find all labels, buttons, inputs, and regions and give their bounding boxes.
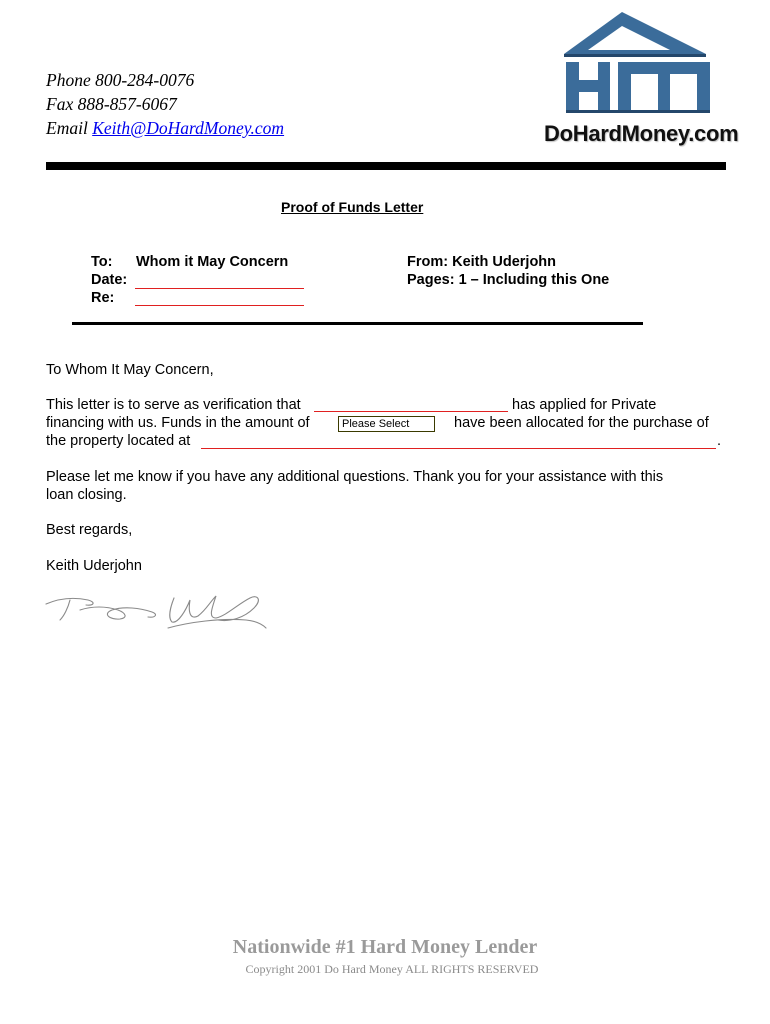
signer-name: Keith Uderjohn xyxy=(46,558,142,574)
body-line-1-start: This letter is to serve as verification that xyxy=(46,397,301,413)
letter-title: Proof of Funds Letter xyxy=(281,199,424,215)
logo-wordmark: DoHardMoney.com xyxy=(544,121,739,146)
body-line-3-start: the property located at xyxy=(46,433,191,449)
body-line-1-end: has applied for Private xyxy=(512,397,657,413)
footer-tagline: Nationwide #1 Hard Money Lender xyxy=(232,936,538,958)
regards: Best regards, xyxy=(46,522,133,538)
from-field: From: Keith Uderjohn xyxy=(407,254,557,270)
body-line-3-end: . xyxy=(717,433,722,449)
salutation: To Whom It May Concern, xyxy=(46,362,214,378)
to-value: Whom it May Concern xyxy=(136,254,289,270)
footer-copyright: Copyright 2001 Do Hard Money ALL RIGHTS RESERVED xyxy=(245,962,539,976)
email-link[interactable]: Keith@DoHardMoney.com xyxy=(92,118,285,138)
re-field[interactable] xyxy=(135,305,304,306)
handwritten-signature xyxy=(40,588,272,640)
contact-info xyxy=(46,68,284,140)
amount-select[interactable]: Please Select xyxy=(338,416,435,432)
email-label: Email xyxy=(46,118,93,138)
property-address-field[interactable] xyxy=(201,448,716,449)
closing-paragraph-line-1: Please let me know if you have any additional questions. Thank you for your assistance with this xyxy=(46,469,664,485)
phone-number: Phone 800-284-0076 xyxy=(46,70,195,90)
section-divider xyxy=(72,322,643,325)
fax-number: Fax 888-857-6067 xyxy=(46,94,177,114)
email-line xyxy=(46,116,284,140)
date-field[interactable] xyxy=(135,288,304,289)
closing-paragraph-line-2: loan closing. xyxy=(46,487,127,503)
re-label: Re: xyxy=(91,290,115,306)
pages-field: Pages: 1 – Including this One xyxy=(407,272,610,288)
body-line-2-start: financing with us. Funds in the amount of xyxy=(46,415,310,431)
applicant-name-field[interactable] xyxy=(314,411,508,412)
header-rule xyxy=(46,162,726,170)
date-label: Date: xyxy=(91,272,128,288)
body-line-2-end: have been allocated for the purchase of xyxy=(454,415,709,431)
to-label: To: xyxy=(91,254,113,270)
